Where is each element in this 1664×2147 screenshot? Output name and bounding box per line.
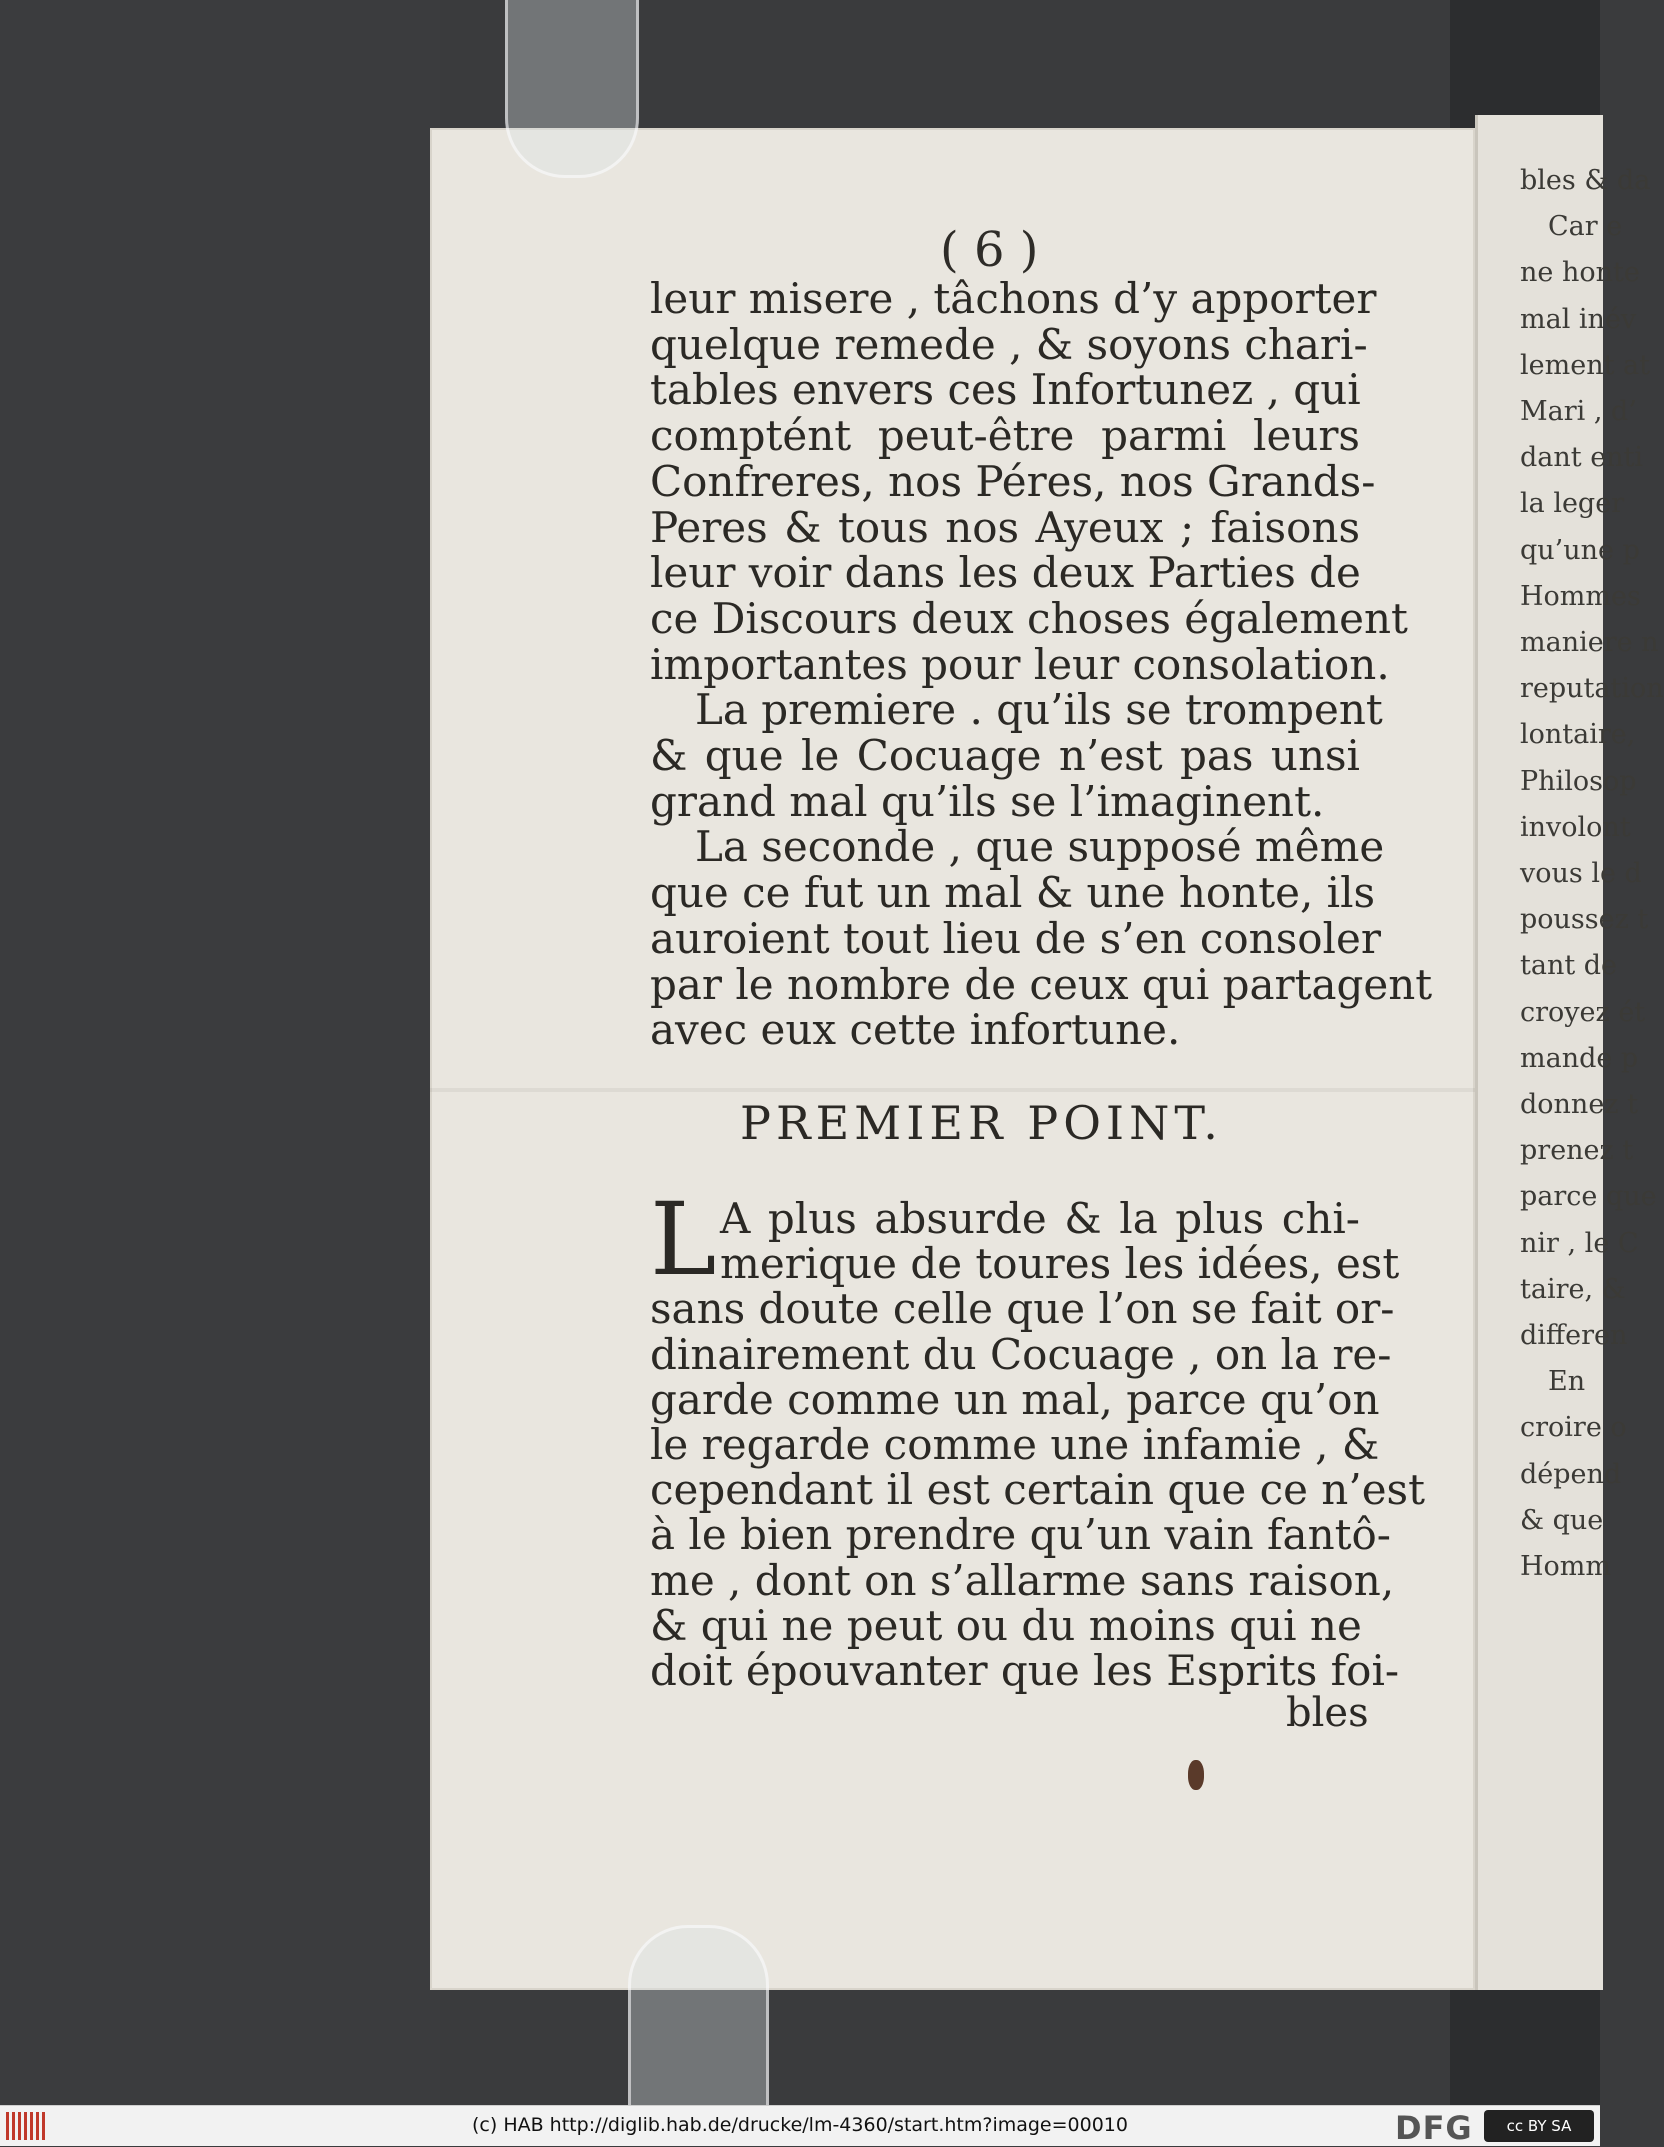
text-line: leur misere , tâchons d’y apporter (650, 274, 1377, 323)
text-line: Peres & tous nos Ayeux ; faisons (650, 502, 1360, 552)
facing-text-line: mande p (1520, 1042, 1639, 1074)
text-line: me , dont on s’allarme sans raison, (650, 1555, 1395, 1605)
text-line: auroient tout lieu de s’en consoler (650, 913, 1381, 963)
facing-text-line: dant enti (1520, 442, 1644, 474)
facing-text-line: taire, & (1520, 1273, 1626, 1305)
facing-text-line: croire o (1520, 1412, 1627, 1444)
facing-text-line: En (1548, 1366, 1586, 1398)
facing-text-line: tant de (1520, 950, 1618, 982)
facing-text-line: maniere n (1520, 627, 1659, 658)
facing-text-line: & que (1520, 1504, 1604, 1536)
facing-text-line: qu’une p (1520, 534, 1640, 566)
facing-text-line: parce que (1520, 1181, 1657, 1213)
text-line: grand mal qu’ils se l’imaginent. (650, 776, 1325, 826)
facing-page (1475, 115, 1664, 1990)
text-line: merique de toures les idées, est (720, 1239, 1400, 1289)
facing-text-line: Hommes (1520, 580, 1641, 612)
text-line: à le bien prendre qu’un vain fantô- (650, 1510, 1391, 1560)
text-line: Confreres, nos Péres, nos Grands- (650, 456, 1376, 506)
page-clamp-top (505, 0, 639, 178)
facing-text-line: involont (1520, 811, 1631, 843)
facing-text-line: prenez t (1520, 1135, 1634, 1167)
text-line: garde comme un mal, parce qu’on (650, 1374, 1380, 1424)
text-line: La premiere . qu’ils se trompent (695, 685, 1383, 735)
text-line: que ce fut un mal & une honte, ils (650, 868, 1376, 918)
scanner-backdrop-left (0, 0, 440, 2105)
text-line: avec eux cette infortune. (650, 1005, 1181, 1055)
text-line: importantes pour leur consolation. (650, 639, 1390, 689)
text-line: leur voir dans les deux Parties de (650, 548, 1361, 598)
facing-text-line: reputation (1520, 673, 1664, 705)
footer-bar (0, 2105, 1600, 2146)
facing-text-line: mal inév (1520, 303, 1637, 335)
facing-text-line: Philosop (1520, 765, 1637, 797)
facing-text-line: dépend (1520, 1458, 1622, 1490)
facing-text-line: croyez ét (1520, 996, 1646, 1028)
facing-text-line: bles & da (1520, 165, 1651, 196)
section-heading: PREMIER POINT. (740, 1096, 1223, 1150)
drop-capital: L (650, 1181, 717, 1298)
ink-spot (1188, 1760, 1204, 1790)
text-line: comptént peut-être parmi leurs (650, 411, 1360, 461)
text-line: dinairement du Cocuage , on la re- (650, 1329, 1392, 1379)
text-line: ce Discours deux choses également (650, 593, 1408, 643)
text-line: par le nombre de ceux qui partagent (650, 959, 1433, 1009)
text-line: A plus absurde & la plus chi- (720, 1194, 1360, 1243)
text-line: & qui ne peut ou du moins qui ne (650, 1600, 1362, 1650)
text-line: La seconde , que supposé même (695, 822, 1385, 872)
page-clamp-bottom (628, 1925, 769, 2108)
facing-text-line: donnez t (1520, 1089, 1638, 1120)
footer-copyright-link[interactable]: (c) HAB http://diglib.hab.de/drucke/lm-4360/start.htm?image=00010 (472, 2114, 1128, 2136)
facing-text-line: Mari , d’ (1520, 396, 1637, 427)
text-line: sans doute celle que l’on se fait or- (650, 1284, 1395, 1334)
facing-text-line: poussez t (1520, 904, 1649, 936)
facing-text-line: lontaire, (1520, 719, 1636, 751)
text-line: le regarde comme une infamie , & (650, 1420, 1380, 1469)
facing-text-line: Car e (1548, 211, 1623, 243)
text-line: & que le Cocuage n’est pas unsi (650, 731, 1360, 780)
dfg-logo: DFG (1395, 2109, 1473, 2147)
text-line: doit épouvanter que les Esprits foi- (650, 1646, 1400, 1695)
facing-text-line: nir , le C (1520, 1227, 1639, 1259)
cc-license-badge: cc BY SA (1484, 2110, 1594, 2142)
text-line: quelque remede , & soyons chari- (650, 319, 1368, 369)
facing-text-line: differen (1520, 1320, 1628, 1351)
facing-text-line: vous le d (1520, 858, 1642, 889)
facing-text-line: la leger (1520, 488, 1625, 520)
page-number: ( 6 ) (940, 222, 1039, 278)
catchword: bles (1286, 1690, 1369, 1736)
facing-text-line: lement at (1520, 349, 1650, 381)
facing-text-line: Homm (1520, 1551, 1612, 1582)
text-line: tables envers ces Infortunez , qui (650, 365, 1361, 415)
text-line: cependant il est certain que ce n’est (650, 1465, 1425, 1515)
facing-text-line: ne honte (1520, 257, 1640, 289)
